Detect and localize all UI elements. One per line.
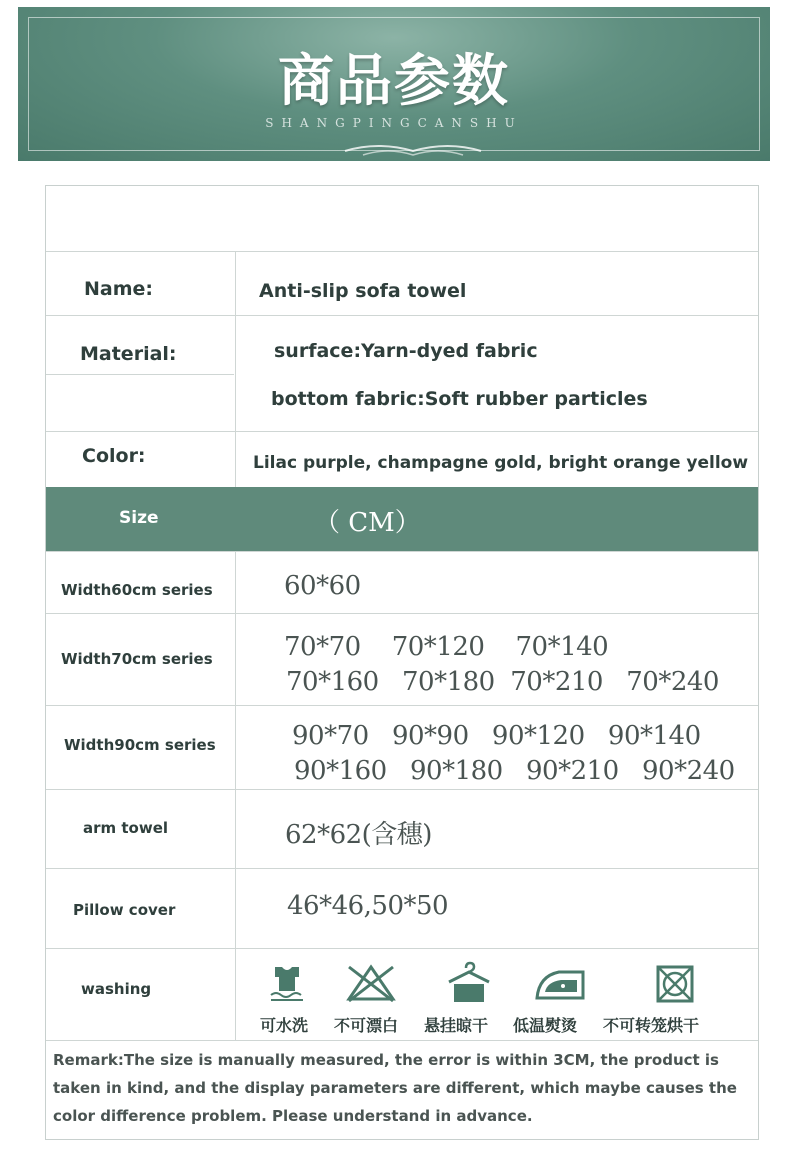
size-header-row: [46, 487, 758, 551]
banner-title: 商品参数: [278, 49, 510, 114]
wash-text-hand: 可水洗: [260, 1016, 309, 1035]
series-label-60: Width60cm series: [61, 581, 213, 599]
series-label-90: Width90cm series: [64, 736, 216, 754]
wash-text-bleach: 不可漂白: [334, 1016, 399, 1035]
size-label: Size: [119, 508, 159, 528]
series-70-sizes-line1: 70*70 70*120 70*140: [284, 632, 609, 662]
color-label: Color:: [82, 445, 146, 467]
wash-text-hang: 悬挂晾干: [424, 1016, 489, 1035]
material-surface: surface:Yarn-dyed fabric: [274, 340, 538, 362]
material-bottom: bottom fabric:Soft rubber particles: [271, 388, 648, 410]
material-label: Material:: [80, 343, 177, 365]
parameter-table: [45, 185, 759, 1140]
remark-text: Remark:The size is manually measured, the error is within 3CM, the product is taken in kind, and the display parameters are different, which maybe causes the color difference problem. Please understand in advance.: [53, 1051, 737, 1125]
wash-text-iron: 低温熨烫: [513, 1016, 578, 1035]
size-unit: （ CM）: [314, 508, 421, 538]
series-90-sizes-line2: 90*160 90*180 90*210 90*240: [294, 756, 735, 786]
series-70-sizes-line2: 70*160 70*180 70*210 70*240: [286, 667, 719, 697]
no-tumble-dry-icon: [655, 964, 695, 1004]
arm-towel-label: arm towel: [83, 819, 169, 837]
washing-label: washing: [81, 980, 152, 998]
arm-towel-size: 62*62(含穗): [285, 820, 432, 850]
pillow-cover-size: 46*46,50*50: [287, 891, 449, 921]
wash-text-tumble: 不可转笼烘干: [603, 1016, 700, 1035]
header-banner: [18, 7, 770, 161]
name-label: Name:: [84, 278, 154, 300]
low-iron-icon: [533, 964, 587, 1004]
banner-subtitle: SHANGPINGCANSHU: [265, 116, 523, 130]
no-bleach-icon: [345, 963, 397, 1003]
name-value: Anti-slip sofa towel: [259, 280, 467, 302]
hand-wash-icon: [265, 963, 309, 1003]
wave-ornament-icon: [343, 139, 483, 159]
pillow-cover-label: Pillow cover: [73, 901, 176, 919]
series-60-sizes: 60*60: [284, 571, 361, 601]
series-label-70: Width70cm series: [61, 650, 213, 668]
hang-dry-icon: [446, 960, 492, 1004]
color-value: Lilac purple, champagne gold, bright orange yellow: [253, 453, 749, 473]
series-90-sizes-line1: 90*70 90*90 90*120 90*140: [292, 721, 701, 751]
